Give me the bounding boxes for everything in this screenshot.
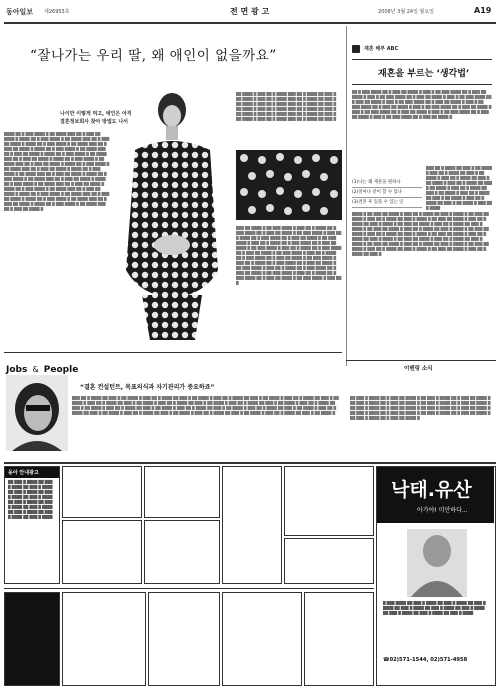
ads-top-rule	[4, 462, 496, 464]
subhead-line-2: 결혼정보회사 찾아 방법도 나서	[60, 119, 129, 125]
big-ad-header	[377, 467, 494, 523]
side-list-item-1: (1)나는 왜 재혼을 원하나	[352, 178, 422, 188]
side-body-right: ███ ██ █ ████ ██ ███ █ ██ ████ █ ███ ██ █ ████ ██ ███ █ ██ ████ █ ███ ██ █ ████ ██ ███ █ ██ ████ █ ███ ██ █ ████ ██ ███ █ ██ ████ █ ███ ██ █ ████ ██ ███ █ ██ ████ █ ███ ██ █ ████ ██ ███ █ ██ ████ █ ███ ██ █ ████ ██ ███ █ ██ ████ █ ███ ██ █ ████	[426, 166, 492, 210]
section-title: 전 면 광 고	[230, 7, 270, 16]
masthead-rule	[4, 22, 496, 24]
big-ad	[376, 466, 496, 686]
jobs-headline: “결혼 컨설턴트, 목표의식과 자기관리가 중요하죠”	[80, 384, 215, 391]
feature-photo-pattern	[236, 150, 342, 220]
lower-ad-4	[304, 592, 374, 686]
feature-photo-woman	[110, 70, 230, 340]
side-list-item-2: (2)얼마나 같이 할 수 있나	[352, 188, 422, 198]
side-body-upper: ██ █ ███ ████ ██ █ ███ ██ ████ █ ███ █ ██ ███ ████ ██ █ ███ ██ ████ █ ███ █ ██ ███ ████ ██ █ ███ ██ ████ █ ███ █ ██ ███ ████ ██ █ ███ ██ ████ █ ███ █ ██ ███ ████ ██ █ ███ ██ ████ █ ███ █ ██ ███ ████ ██ █ ███ ██ ████ █ ███ █ ██ ███ ████ ██ █ ███ ██ ████ █ ███ █ ██ ███ ████ ██ █ ███ ██ ████ █ ███ █ ██ ███ ████ ██ █ ███ ██ ████ █ ███ █ ██ ███ ████ ██ █ ███ ██ ████ █	[352, 90, 492, 119]
ads-middle-rule	[4, 588, 374, 589]
side-kicker-icon	[352, 45, 360, 53]
side-kicker-rule	[352, 59, 492, 60]
jobs-label-left: Jobs	[6, 365, 28, 375]
page-number: A19	[474, 6, 492, 15]
news-box-title: 이벤링 소식	[404, 366, 433, 372]
classified-list: ██ ███ █ ████ ██ ███ █ ████ ██ ███ █ ████ ██ ███ █ ████ ██ ███ █ ████ ██ ███ █ ████ ██ ███ █ ████ ██ ███ █ ████ ██ ███ █ ████ ██ ███ █ ████ ██ ███ █ ████ ██ ███ █ ████	[8, 480, 53, 519]
side-list	[352, 178, 422, 208]
jobs-label-right: People	[43, 365, 79, 375]
news-box-rule	[346, 360, 496, 361]
small-ad-6	[284, 466, 374, 536]
side-column-divider	[346, 26, 347, 366]
feature-body-col1: ████ ██ █ ███ ████ █ ██ ████ ███ ██ █ ███ ██ ████ █ ████ ██ █ ███ ████ █ ██ ████ ███ ██ █ ███ ██ ████ █ ████ ██ █ ███ ████ █ ██ ████ ███ ██ █ ███ ██ ████ █ ████ ██ █ ███ ████ █ ██ ████ ███ ██ █ ███ ██ ████ █ ████ ██ █ ███ ████ █ ██ ████ ███ ██ █ ███ ██ ████ █ ████ ██ █ ███ ████ █ ██ ████ ███ ██ █ ███ ██ ████ █ ████ ██ █ ███ ████ █ ██ ████ ███ ██ █ ███ ██ ████ █ ████ ██ █ ███ ████ █ ██ ████ ███ ██ █ ███ ██ ████ █ ████ ██ █ ███ ████ █ ██ ████ ███ ██ █ ███ ██ ████ █ ████ ██ █ ███ ████ █ ██ ████ ███ ██ █ ███ ██ ████ █ ████ ██ █ ███ ████ █ ██ ████ ███ ██ █ ███ ██ ████ █ ████ ██ █ ███ ████ █ ██ ████ ███ ██ █ ███ ██ ████ █ ████ ██ █ ███ ████ █ ██ ████ ███ ██ █ ███ ██ ████ █ ████ ██ █ ███ ████ █ ██ ████ ███ ██ █ ███ ██ ████ █	[4, 132, 110, 211]
feature-bottom-rule	[4, 352, 342, 353]
feature-body-col2: ██ ████ █ ███ ██ █ ████ ███ ██ █ ████ ██ ███ █ ██ ████ █ ███ ██ █ ████ ███ ██ █ ████ ██ ███ █ ██ ████ █ ███ ██ █ ████ ███ ██ █ ████ ██ ███ █ ██ ████ █ ███ ██ █ ████ ███ ██ █ ████ ██ ███ █ ██ ████ █ ███ ██ █ ████ ███ ██ █ ████ ██ ███ █ ██ ████ █ ███ ██ █ ████ ███ ██ █ ████ ██ ███ █	[236, 92, 337, 121]
side-body-lower: ████ █ ██ ███ ██ ████ █ ███ ██ █ ████ ██ ███ █ ████ █ ██ ███ ██ ████ █ ███ ██ █ ████ ██ ███ █ ████ █ ██ ███ ██ ████ █ ███ ██ █ ████ ██ ███ █ ████ █ ██ ███ ██ ████ █ ███ ██ █ ████ ██ ███ █ ████ █ ██ ███ ██ ████ █ ███ ██ █ ████ ██ ███ █ ████ █ ██ ███ ██ ████ █ ███ ██ █ ████ ██ ███ █ ████ █ ██ ███ ██ ████ █ ███ ██ █ ████ ██ ███ █ ████ █ ██ ███ ██ ████ █ ███ ██ █ ████ ██ ███ █ ████ █ ██ ███ ██ ████ █ ███ ██ █ ████ ██ ███ █ ████ █ ██ ███ ██ ████ █ ███ ██ █ ████ ██ ███ █ ████ █ ██ ███ ██ ████ █ ███ ██ █ ████ ██ ███ █	[352, 212, 489, 256]
classified-header: 동아 안내광고	[5, 467, 59, 478]
jobs-section-label	[6, 357, 78, 376]
side-kicker: 재혼 해부 ABC	[364, 46, 399, 52]
big-ad-phone: ☎02)571-1544, 02)571-4958	[383, 657, 468, 663]
big-ad-photo	[407, 529, 467, 597]
subhead-line-1: 나이만 이렇게 먹고, 애인은 아직	[60, 111, 132, 117]
jobs-body: ███ ██ █ ████ ██ ███ █ ██ ████ █ ███ ██ █ ████ ██ ███ █ ██ ████ █ ███ ██ █ ████ ██ ███ █ ██ ████ █ ███ ██ █ ████ ██ ███ █ ██ ████ █ ███ ██ █ ████ ██ ███ █ ██ ████ █ ███ ██ █ ████ ██ ███ █ ██ ████ █ ███ ██ █ ████ ██ ███ █ ██ ████ █ ███ ██ █ ████ ██ ███ █ ██ ████ █ ███ ██ █ ████ ██ ███ █ ██ ████ █ ███ ██ █ ████ ██ ███ █ ██ ████ █ ███ ██ █ ████ ██ ███ █ ██ ████ █ ███ ██ █ ████ ██ ███ █ ██ ████ █ ███ ██ █ ████ ██ ███ █ ██ ████ █ ███ ██ █ ████ ██ ███ █ ██ ████ █ ███ ██ █ ████ ██ ███ █ ██ ████ █	[72, 396, 339, 415]
main-headline: “잘나가는 우리 딸, 왜 애인이 없을까요”	[30, 48, 277, 64]
jobs-portrait-photo	[6, 375, 68, 451]
issue-date: 2008년 3월 24일 월요일	[378, 9, 435, 15]
small-ad-2	[144, 466, 220, 518]
small-ad-3	[62, 520, 142, 584]
lower-ad-2	[148, 592, 220, 686]
issue-number: 제26953호	[44, 9, 70, 15]
small-ad-5	[222, 466, 282, 584]
side-kicker-box	[352, 44, 492, 56]
lower-ad-dark-1	[4, 592, 60, 686]
side-list-item-3: (3)결혼 후 있을 수 있는 일	[352, 198, 422, 208]
classified-ads-block	[4, 466, 60, 584]
lower-ad-1	[62, 592, 146, 686]
big-ad-subtitle: 아가야! 미안하다...	[417, 507, 468, 514]
small-ad-1	[62, 466, 142, 518]
ampersand-icon: &	[32, 365, 39, 374]
lower-ad-3	[222, 592, 302, 686]
big-ad-body: █ ███ ████ ██ ███ █ ████ ██ ███ █ ████ ██ ███ █ ████ ██ ███ █ ████ ██ ███ █ ████ ██ ███ █ ████ ██ ███ █ ████ ██ ███ █ ████ ██ ███ █ ████	[383, 601, 486, 615]
big-ad-title: 낙태.유산	[391, 479, 472, 501]
news-box-body: ██ ███ █ ████ ██ █ ███ ██ ████ █ ██ ███ █ ████ ██ █ ███ ██ ████ █ ██ ███ █ ████ ██ █ ███ ██ ████ █ ██ ███ █ ████ ██ █ ███ ██ ████ █ ██ ███ █ ████ ██ █ ███ ██ ████ █ ██ ███ █ ████ ██ █ ███ ██ ████ █ ██ ███ █ ████ ██ █ ███ ██ ████ █ ██ ███ █ ████ ██ █ ███ ██ ████ █ ██ ███ █ ████ ██ █ ███ ██ ████ █	[350, 396, 491, 420]
feature-body-col3: ███ ██ ████ █ ██ ███ ████ █ ███ ██ █ ████ ██ █ ███ ████ ██ █ ███ ██ ████ █ ██ ███ ████ █ ███ ██ █ ████ ██ █ ███ ████ ██ █ ███ ██ ████ █ ██ ███ ████ █ ███ ██ █ ████ ██ █ ███ ████ ██ █ ███ ██ ████ █ ██ ███ ████ █ ███ ██ █ ████ ██ █ ███ ████ ██ █ ███ ██ ████ █ ██ ███ ████ █ ███ ██ █ ████ ██ █ ███ ████ ██ █ ███ ██ ████ █ ██ ███ ████ █ ███ ██ █ ████ ██ █ ███ ████ ██ █ ███ ██ ████ █ ██ ███ ████ █ ███ ██ █ ████ ██ █ ███ ████ ██ █ ███ ██ ████ █ ██ ███ ████ █ ███ ██ █ ████ ██ █ ███ ████ ██ █ ███ ██ ████ █ ██ ███ ████ █ ███ ██ █	[236, 226, 342, 285]
paper-name: 동아일보	[6, 8, 34, 16]
side-headline: 재혼을 부르는 ‘생각법’	[378, 69, 470, 79]
side-headline-rule	[352, 84, 492, 85]
small-ad-7	[284, 538, 374, 584]
small-ad-4	[144, 520, 220, 584]
